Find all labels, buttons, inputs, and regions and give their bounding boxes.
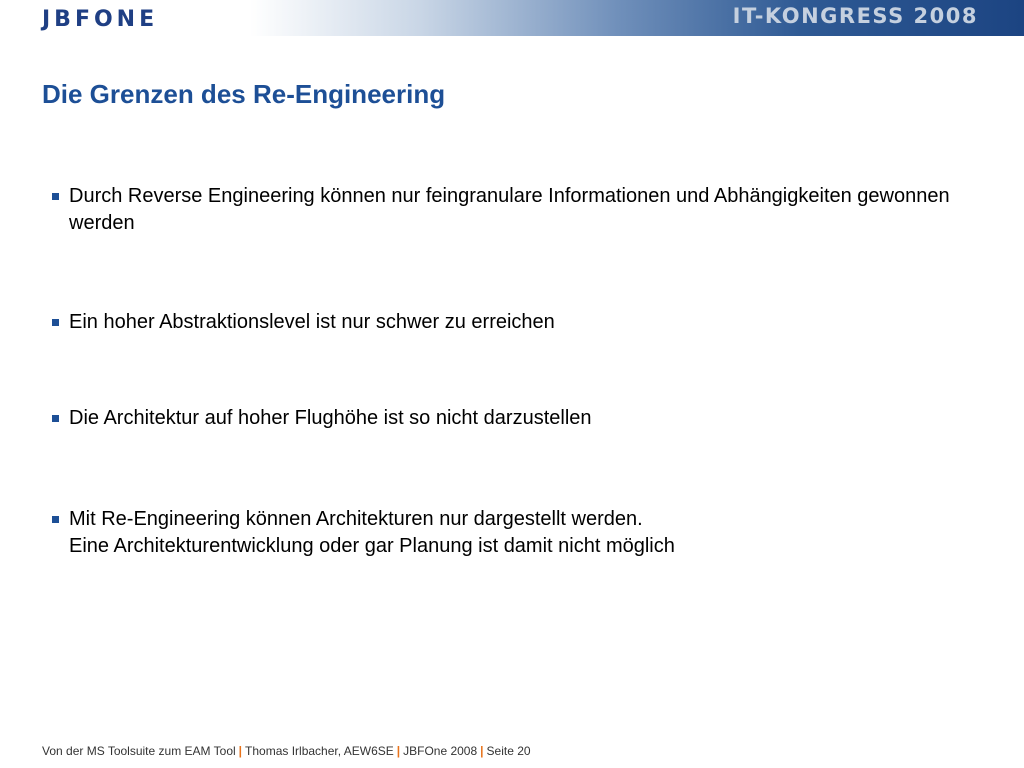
- footer-event: JBFOne 2008: [403, 744, 478, 758]
- bullet-item: [50, 405, 990, 432]
- slide-title: Die Grenzen des Re-Engineering: [42, 79, 446, 109]
- logo-text: JBFONE: [42, 6, 159, 32]
- bullet-square-icon: [52, 319, 59, 326]
- bullet-item: [50, 309, 990, 336]
- footer-separator: |: [238, 744, 243, 758]
- bullet-text: Durch Reverse Engineering können nur feingranulare Informationen und Abhängigkeiten gewonnen werden: [69, 185, 950, 234]
- bullet-item: [50, 506, 990, 560]
- footer: [42, 744, 531, 758]
- bullet-text: Die Architektur auf hoher Flughöhe ist so nicht darzustellen: [69, 407, 592, 429]
- footer-separator: |: [396, 744, 401, 758]
- footer-separator: |: [480, 744, 484, 758]
- bullet-square-icon: [52, 415, 59, 422]
- footer-page-number: Seite 20: [486, 744, 531, 758]
- bullet-text: Ein hoher Abstraktionslevel ist nur schwer zu erreichen: [69, 311, 555, 333]
- footer-presentation: Von der MS Toolsuite zum EAM Tool: [42, 744, 236, 758]
- header-bar: [0, 0, 1024, 36]
- footer-author: Thomas Irlbacher, AEW6SE: [245, 744, 394, 758]
- bullet-text: Mit Re-Engineering können Architekturen nur dargestellt werden. Eine Architekturentwicklung oder gar Planung ist damit nicht möglich: [69, 508, 675, 557]
- bullet-item: [50, 183, 990, 237]
- bullet-square-icon: [52, 516, 59, 523]
- jbfone-logo: [42, 6, 158, 32]
- congress-title: IT-KONGRESS 2008: [732, 4, 978, 28]
- bullet-square-icon: [52, 193, 59, 200]
